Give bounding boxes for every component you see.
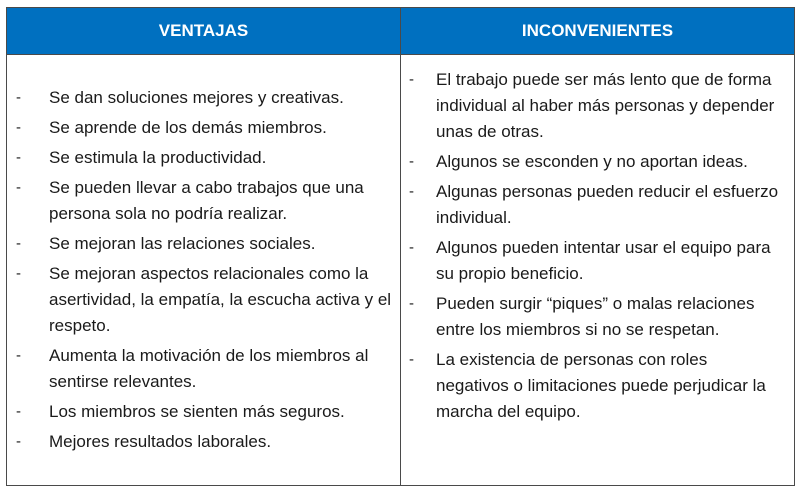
- list-item-text: El trabajo puede ser más lento que de forma individual al haber más personas y depender unas de otras.: [436, 70, 775, 141]
- bullet-dash: -: [16, 119, 21, 136]
- list-item: [401, 347, 794, 425]
- list-item-text: La existencia de personas con roles negativos o limitaciones puede perjudicar la marcha del equipo.: [436, 350, 766, 421]
- list-item: [401, 291, 794, 343]
- bullet-dash: -: [16, 235, 21, 252]
- bullet-dash: -: [409, 71, 414, 88]
- list-item-text: Los miembros se sienten más seguros.: [49, 402, 345, 421]
- list-item-text: Se estimula la productividad.: [49, 148, 267, 167]
- list-item-text: Aumenta la motivación de los miembros al sentirse relevantes.: [49, 346, 369, 391]
- list-item-text: Mejores resultados laborales.: [49, 432, 272, 451]
- bullet-dash: -: [409, 153, 414, 170]
- header-inconvenientes: INCONVENIENTES: [401, 8, 794, 55]
- inconvenientes-list: [401, 67, 794, 425]
- list-item: [401, 235, 794, 287]
- list-item: [7, 231, 400, 257]
- bullet-dash: -: [409, 351, 414, 368]
- list-item: [7, 429, 400, 455]
- list-item-text: Se aprende de los demás miembros.: [49, 118, 327, 137]
- list-item-text: Se dan soluciones mejores y creativas.: [49, 88, 344, 107]
- list-item: [7, 261, 400, 339]
- bullet-dash: -: [16, 403, 21, 420]
- list-item: [401, 179, 794, 231]
- ventajas-column: [7, 55, 401, 485]
- bullet-dash: -: [16, 89, 21, 106]
- list-item: [401, 149, 794, 175]
- ventajas-list: [7, 85, 400, 455]
- bullet-dash: -: [409, 295, 414, 312]
- list-item: [7, 85, 400, 111]
- list-item-text: Algunos pueden intentar usar el equipo para su propio beneficio.: [436, 238, 771, 283]
- header-ventajas: VENTAJAS: [7, 8, 401, 55]
- list-item: [7, 175, 400, 227]
- bullet-dash: -: [16, 179, 21, 196]
- comparison-table: [6, 7, 795, 486]
- bullet-dash: -: [409, 183, 414, 200]
- list-item: [7, 399, 400, 425]
- list-item: [7, 343, 400, 395]
- list-item-text: Algunos se esconden y no aportan ideas.: [436, 152, 748, 171]
- list-item-text: Se pueden llevar a cabo trabajos que una persona sola no podría realizar.: [49, 178, 364, 223]
- bullet-dash: -: [16, 433, 21, 450]
- bullet-dash: -: [16, 347, 21, 364]
- list-item: [7, 145, 400, 171]
- list-item: [401, 67, 794, 145]
- inconvenientes-column: [401, 55, 794, 485]
- list-item: [7, 115, 400, 141]
- list-item-text: Pueden surgir “piques” o malas relaciones entre los miembros si no se respetan.: [436, 294, 755, 339]
- list-item-text: Se mejoran aspectos relacionales como la asertividad, la empatía, la escucha activa y el respeto.: [49, 264, 392, 335]
- bullet-dash: -: [409, 239, 414, 256]
- list-item-text: Algunas personas pueden reducir el esfuerzo individual.: [436, 182, 779, 227]
- bullet-dash: -: [16, 265, 21, 282]
- bullet-dash: -: [16, 149, 21, 166]
- list-item-text: Se mejoran las relaciones sociales.: [49, 234, 316, 253]
